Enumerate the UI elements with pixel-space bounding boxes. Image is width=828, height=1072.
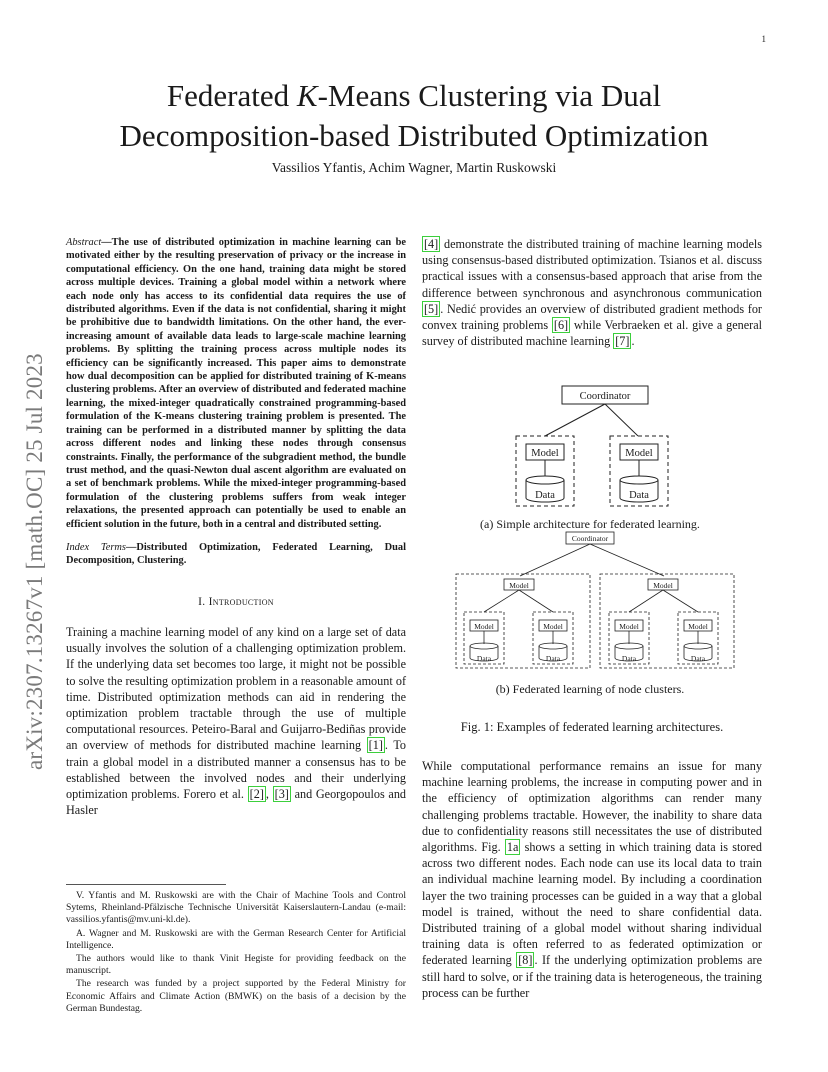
abstract — [66, 236, 406, 531]
right-column-top — [422, 236, 762, 349]
right-paragraph-1 — [422, 236, 762, 349]
citation-link-2[interactable]: [2] — [249, 786, 264, 801]
footnote-affiliation-1: V. Yfantis and M. Ruskowski are with the Chair of Machine Tools and Control Sytems, Rheinland-Pfälzische Technische Universität Kaiserslautern-Landau (e-mail: vassilios.yfantis@mv.uni-kl.de). — [66, 890, 406, 926]
right-bottom-text-3: . If the underlying optimization problems are still hard to solve, or if the training data is heterogeneous, the training process can be further — [422, 953, 762, 1000]
arxiv-stamp: arXiv:2307.13267v1 [math.OC] 25 Jul 2023 — [22, 353, 47, 770]
paper-title — [60, 76, 768, 156]
abstract-text: —The use of distributed optimization in machine learning can be motivated either by the resulting preservation of privacy or the increase in computational efficiency. On the one hand, training data might be stored across multiple devices. Training a global model within a network where each node only has access to its confidential data requires the use of distributed algorithms. Even if the data is not confidential, sharing it might be prohibitive due to bandwidth limitations. On the other hand, the ever-increasing amount of available data leads to large-scale machine learning problems. By splitting the training process across multiple nodes its efficiency can be significantly increased. This paper aims to demonstrate how dual decomposition can be applied for distributed training of K-means clustering problems. After an overview of distributed and federated machine learning, the mixed-integer quadratically constrained programming-based formulation of the K-means clustering training problem is presented. The training can be performed in a distributed manner by splitting the data across different nodes and linking these nodes through consensus constraints. Finally, the performance of the subgradient method, the bundle trust method, and the quasi-Newton dual ascent algorithm are evaluated on a set of benchmark problems. While the mixed-integer programming-based formulation of the clustering problems suffers from weak integer relaxations, the presented approach can potentially be used to enable an efficient solution in the future, both in a central and distributed setting. — [66, 237, 406, 530]
database-cylinder-top — [526, 476, 564, 484]
citation-link-8[interactable]: [8] — [518, 953, 533, 968]
model-label-b: Model — [543, 622, 563, 631]
section-heading-introduction — [66, 594, 406, 610]
figure-1a-caption: (a) Simple architecture for federated learning. — [480, 517, 700, 531]
footnote-funding: The research was funded by a project supported by the Federal Ministry for Economic Affairs and Climate Action (BMWK) on the basis of a decision by the German Bundestag. — [66, 978, 406, 1014]
model-label-b: Model — [619, 622, 639, 631]
model-label-b: Model — [474, 622, 494, 631]
intro-text-1: Training a machine learning model of any kind on a large set of data usually involves the solution of a challenging optimization problem. If the underlying data set becomes too large, it might not be possible to solve the resulting optimization problem in a reasonable amount of time. Distributed optimization methods can aid in rendering the optimization problem tractable through the use of multiple computational resources. Peteiro-Baral and Guijarro-Bediñas provide an overview of methods for distributed machine learning — [66, 624, 406, 753]
title-line1-pre: Federated — [166, 78, 297, 113]
footnotes — [66, 890, 406, 1016]
footnote-rule — [66, 884, 226, 885]
intro-text-2: . To train a global model in a distributed manner a consensus has to be established between the involved nodes and their underlying optimization problems. Forero et al. — [66, 738, 407, 801]
index-terms-lead: Index Terms — [66, 541, 126, 553]
author-list: Vassilios Yfantis, Achim Wagner, Martin Ruskowski — [271, 160, 557, 175]
intro-paragraph — [66, 624, 406, 818]
figure-1a — [516, 386, 668, 506]
right-bottom-text-2: shows a setting in which training data is stored across two different nodes. Each node can use its local data to train an individual machine learning model. By including a coordination layer the two training processes can be guided in a way that a global model is trained, without the need to share confidential data. Distributed training of a global model without sharing individual training data is often referred to as federated optimization or federated learning — [422, 840, 762, 968]
intro-text-4: and Georgopoulos and Hasler — [66, 786, 407, 818]
right-text-1: demonstrate the distributed training of machine learning models using consensus-based distributed optimization. Tsianos et al. discuss practical issues with a consensus-based approach that arise from the difference between synchronous and asynchronous communication — [422, 237, 762, 300]
title-line1-post: -Means Clustering via Dual — [317, 78, 662, 113]
arrow-line — [520, 544, 590, 576]
model-label-a: Model — [531, 448, 559, 459]
arrow-line — [484, 590, 519, 612]
data-label-b: Data — [545, 654, 561, 663]
citation-link-1[interactable]: [1] — [368, 738, 383, 753]
citation-link-6[interactable]: [6] — [553, 318, 569, 333]
data-label-b: Data — [476, 654, 492, 663]
model-label-b: Model — [509, 581, 529, 590]
section-numeral: I. — [198, 595, 209, 608]
abstract-lead: Abstract — [66, 237, 102, 248]
data-label-a: Data — [535, 490, 555, 501]
index-terms — [66, 541, 406, 568]
arrow-line — [663, 590, 698, 612]
title-k-symbol: K — [296, 78, 318, 113]
arrow-line — [519, 590, 553, 612]
database-cylinder-top — [620, 476, 658, 484]
figure-1b-caption: (b) Federated learning of node clusters. — [495, 682, 685, 696]
coordinator-label-b: Coordinator — [571, 534, 609, 543]
footnote-acknowledgement: The authors would like to thank Vinit Hegiste for providing feedback on the manuscript. — [66, 953, 406, 977]
model-label-b: Model — [688, 622, 708, 631]
data-label-b: Data — [690, 654, 706, 663]
right-text-3: while Verbraeken et al. give a general survey of distributed machine learning — [422, 318, 762, 349]
right-text-2: . Nedić provides an overview of distributed gradient methods for convex training problems — [422, 301, 762, 333]
citation-link-7[interactable]: [7] — [615, 334, 630, 349]
intro-text-3: , — [265, 786, 273, 801]
right-paragraph-2 — [422, 758, 762, 1001]
left-column — [66, 236, 406, 818]
section-name: Introduction — [208, 595, 274, 608]
citation-link-3[interactable]: [3] — [274, 786, 289, 801]
right-text-4: . — [631, 334, 635, 349]
citation-link-4[interactable]: [4] — [424, 237, 439, 251]
model-label-a: Model — [625, 448, 653, 459]
right-column-bottom — [422, 758, 762, 1001]
page-number: 1 — [761, 34, 766, 44]
arrow-line — [545, 404, 605, 436]
title-line2: Decomposition-based Distributed Optimization — [119, 118, 709, 153]
arrow-line — [605, 404, 638, 436]
footnote-affiliation-2: A. Wagner and M. Ruskowski are with the German Research Center for Artificial Intelligence. — [66, 927, 406, 951]
index-terms-text: —Distributed Optimization, Federated Learning, Dual Decomposition, Clustering. — [66, 541, 406, 567]
figure-ref-1a[interactable]: 1a — [506, 840, 519, 855]
data-label-b: Data — [621, 654, 637, 663]
figure-1-caption: Fig. 1: Examples of federated learning architectures. — [460, 720, 724, 734]
coordinator-label-a: Coordinator — [579, 391, 631, 402]
right-bottom-text-1: While computational performance remains an issue for many machine learning problems, the increase in computing power and in the efficiency of optimization algorithms can render many challenging problems tractable. However, the inability to share data due to confidentiality reasons still necessitates the use of distributed algorithms. Fig. — [422, 759, 762, 855]
model-label-b: Model — [653, 581, 673, 590]
figure-1b — [456, 532, 734, 668]
data-label-a: Data — [629, 490, 649, 501]
arrow-line — [629, 590, 663, 612]
arrow-line — [590, 544, 664, 576]
citation-link-5[interactable]: [5] — [424, 301, 439, 316]
